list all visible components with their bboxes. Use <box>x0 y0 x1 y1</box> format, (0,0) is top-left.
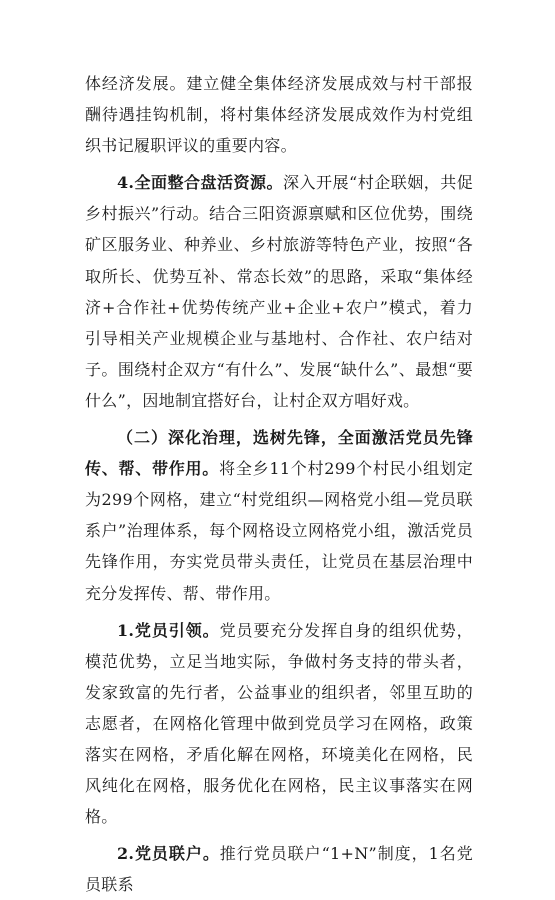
paragraph-governance <box>85 422 473 609</box>
document-page <box>85 68 473 900</box>
paragraph-continuation <box>85 68 473 161</box>
paragraph-text: 深入开展“村企联姻，共促乡村振兴”行动。结合三阳资源禀赋和区位优势，围绕矿区服务业、种养业、乡村旅游等特色产业，按照“各取所长、优势互补、常态长效”的思路，采取“集体经济+合作社+优势传统产业+企业+农户”模式，着力引导相关产业规模企业与基地村、合作社、农户结对子。围绕村企双方“有什么”、发展“缺什么”、最想“要什么”，因地制宜搭好台，让村企双方唱好戏。 <box>85 173 473 410</box>
paragraph-party-household <box>85 838 473 900</box>
section-heading: 4.全面整合盘活资源。 <box>117 173 284 193</box>
paragraph-resource-integration <box>85 167 473 416</box>
section-heading: 1.党员引领。 <box>117 620 220 640</box>
section-heading: （二）深化治理，选树先锋，全面激活党员先锋传、帮、带作用。 <box>85 428 473 479</box>
section-heading: 2.党员联户。 <box>117 844 220 864</box>
paragraph-party-lead <box>85 615 473 833</box>
paragraph-text: 推行党员联户“1+N”制度，1名党员联系 <box>85 844 473 895</box>
paragraph-text: 党员要充分发挥自身的组织优势，模范优势，立足当地实际，争做村务支持的带头者，发家致富的先行者，公益事业的组织者，邻里互助的志愿者，在网格化管理中做到党员学习在网格，政策落实在网格，矛盾化解在网格，环境美化在网格，民风纯化在网格，服务优化在网格，民主议事落实在网格。 <box>85 620 473 827</box>
paragraph-text: 体经济发展。建立健全集体经济发展成效与村干部报酬待遇挂钩机制，将村集体经济发展成效作为村党组织书记履职评议的重要内容。 <box>85 74 473 156</box>
paragraph-text: 将全乡11个村299个村民小组划定为299个网格，建立“村党组织—网格党小组—党员联系户”治理体系，每个网格设立网格党小组，激活党员先锋作用，夯实党员带头责任，让党员在基层治理中充分发挥传、帮、带作用。 <box>85 459 474 603</box>
